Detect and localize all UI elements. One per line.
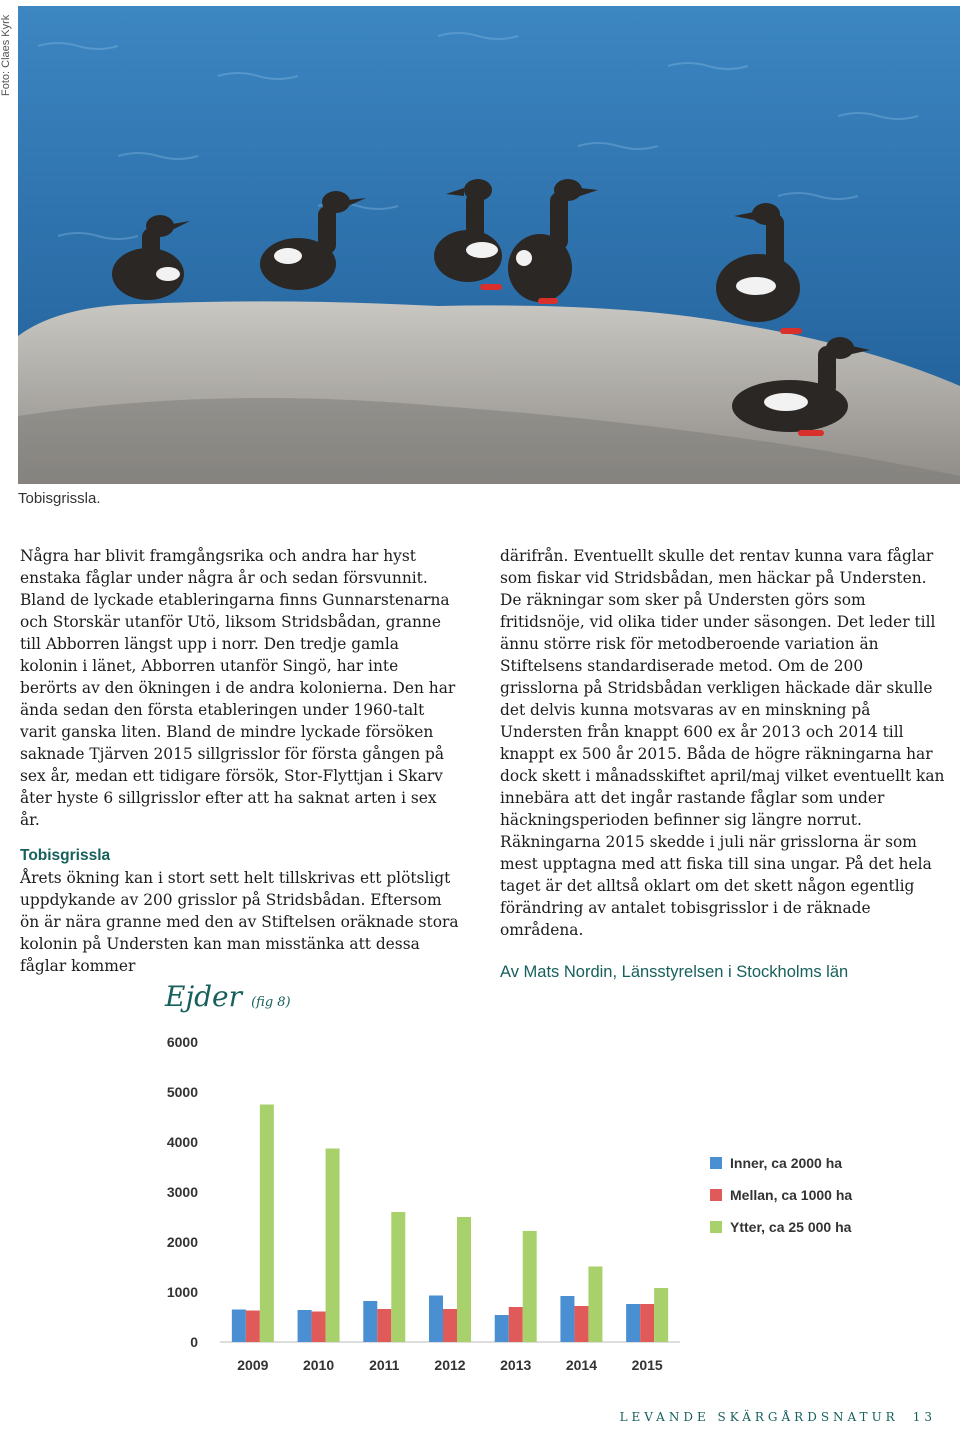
y-tick-label: 0 (190, 1334, 198, 1350)
article-byline: Av Mats Nordin, Länsstyrelsen i Stockholms län (500, 963, 849, 981)
legend-swatch (710, 1189, 722, 1201)
x-tick-label: 2012 (434, 1357, 466, 1373)
legend-label: Ytter, ca 25 000 ha (730, 1219, 852, 1235)
y-tick-label: 3000 (166, 1184, 198, 1200)
y-tick-label: 4000 (166, 1134, 198, 1150)
photo-credit-text: Foto: Claes Kyrk (0, 14, 12, 96)
x-tick-label: 2011 (369, 1357, 400, 1373)
bar (312, 1312, 326, 1343)
page-footer (620, 1410, 936, 1424)
article-paragraph: därifrån. Eventuellt skulle det rentav kunna vara fåglar som fiskar vid Stridsbådan, men häckar på Understen. De räkningar som sker på Understen görs som fritidsnöje, vid olika tider under säsongen. Det leder till ännu större risk för metodberoende variation än Stiftelsens standardiserade metod. Om de 200 grisslorna på Stridsbådan verkligen häckade där skulle det delvis kunna motsvaras av en minskning på Understen från knappt 600 ex år 2013 och 2014 till knappt ex 500 år 2015. Båda de högre räkningarna har dock skett i månadsskiftet april/maj vilket eventuellt kan innebära att det ingår rastande fåglar som under häckningsperioden befinner sig längre norrut. Räkningarna 2015 skedde i juli när grisslorna är som mest upptagna med att fiska till sina ungar. På det hela taget är det alltså oklart om det skett någon egentlig förändring av antalet tobisgrisslor i de räknade områdena. (500, 547, 945, 939)
photo-caption: Tobisgrissla. (18, 490, 101, 507)
x-tick-label: 2014 (565, 1357, 598, 1373)
photo-credit (0, 0, 14, 96)
y-tick-label: 5000 (166, 1084, 198, 1100)
legend-swatch (710, 1157, 722, 1169)
section-heading: Tobisgrissla (20, 847, 111, 864)
bar (232, 1310, 246, 1343)
y-tick-label: 6000 (166, 1034, 198, 1050)
bar (391, 1212, 405, 1342)
article-paragraph: Årets ökning kan i stort sett helt tillskrivas ett plötsligt uppdykande av 200 grisslor på Stridsbådan. Eftersom ön är nära granne med den av Stiftelsen oräknade stora kolonin på Understen kan man misstänka att dessa fåglar kommer (20, 869, 459, 975)
bar (377, 1309, 391, 1342)
figure-title-text: Ejder (165, 980, 242, 1013)
x-tick-label: 2010 (302, 1357, 335, 1373)
bar (457, 1217, 471, 1342)
bar (260, 1105, 274, 1343)
bar (509, 1307, 523, 1342)
bar (654, 1288, 668, 1342)
figure-title (165, 980, 291, 1013)
guillemot-photo (18, 6, 960, 484)
bar (626, 1304, 640, 1342)
page-number: 13 (912, 1410, 936, 1424)
bar (588, 1267, 602, 1343)
article-left-column (20, 545, 460, 977)
x-tick-label: 2009 (237, 1357, 269, 1373)
figure-number: (fig 8) (251, 995, 291, 1010)
y-tick-label: 2000 (166, 1234, 198, 1250)
bar (443, 1309, 457, 1342)
legend-swatch (710, 1221, 722, 1233)
bar (574, 1306, 588, 1342)
bar (640, 1304, 654, 1342)
x-tick-label: 2015 (631, 1357, 663, 1373)
x-tick-label: 2013 (500, 1357, 532, 1373)
magazine-name: LEVANDE SKÄRGÅRDSNATUR (619, 1410, 899, 1424)
bar (246, 1311, 260, 1343)
article-paragraph: Några har blivit framgångsrika och andra har hyst enstaka fåglar under några år och sedan försvunnit. Bland de lyckade etableringarna finns Gunnarstenarna och Storskär utanför Utö, liksom Stridsbådan, granne till Abborren längst upp i norr. Den tredje gamla kolonin i länet, Abborren utanför Singö, har inte berörts av den ökningen i de andra kolonierna. Den har ända sedan den första etableringen under 1960-talt varit ganska liten. Bland de mindre lyckade försöken saknade Tjärven 2015 sillgrisslor för första gången på sex år, medan ett tidigare försök, Stor-Flyttjan i Skarv åter hyste 6 sillgrisslor efter att ha saknat arten i sex år. (20, 547, 456, 829)
y-tick-label: 1000 (166, 1284, 198, 1300)
legend-label: Inner, ca 2000 ha (730, 1155, 843, 1171)
bar (523, 1231, 537, 1342)
bar (429, 1296, 443, 1343)
bar (298, 1310, 312, 1342)
bar-chart-svg (150, 1020, 870, 1390)
legend-label: Mellan, ca 1000 ha (730, 1187, 853, 1203)
article-right-column (500, 545, 946, 983)
bar (495, 1315, 509, 1342)
bar (363, 1301, 377, 1342)
bar (326, 1149, 340, 1343)
photo-illustration (18, 6, 960, 484)
bar (560, 1296, 574, 1342)
eider-bar-chart (150, 1020, 870, 1390)
